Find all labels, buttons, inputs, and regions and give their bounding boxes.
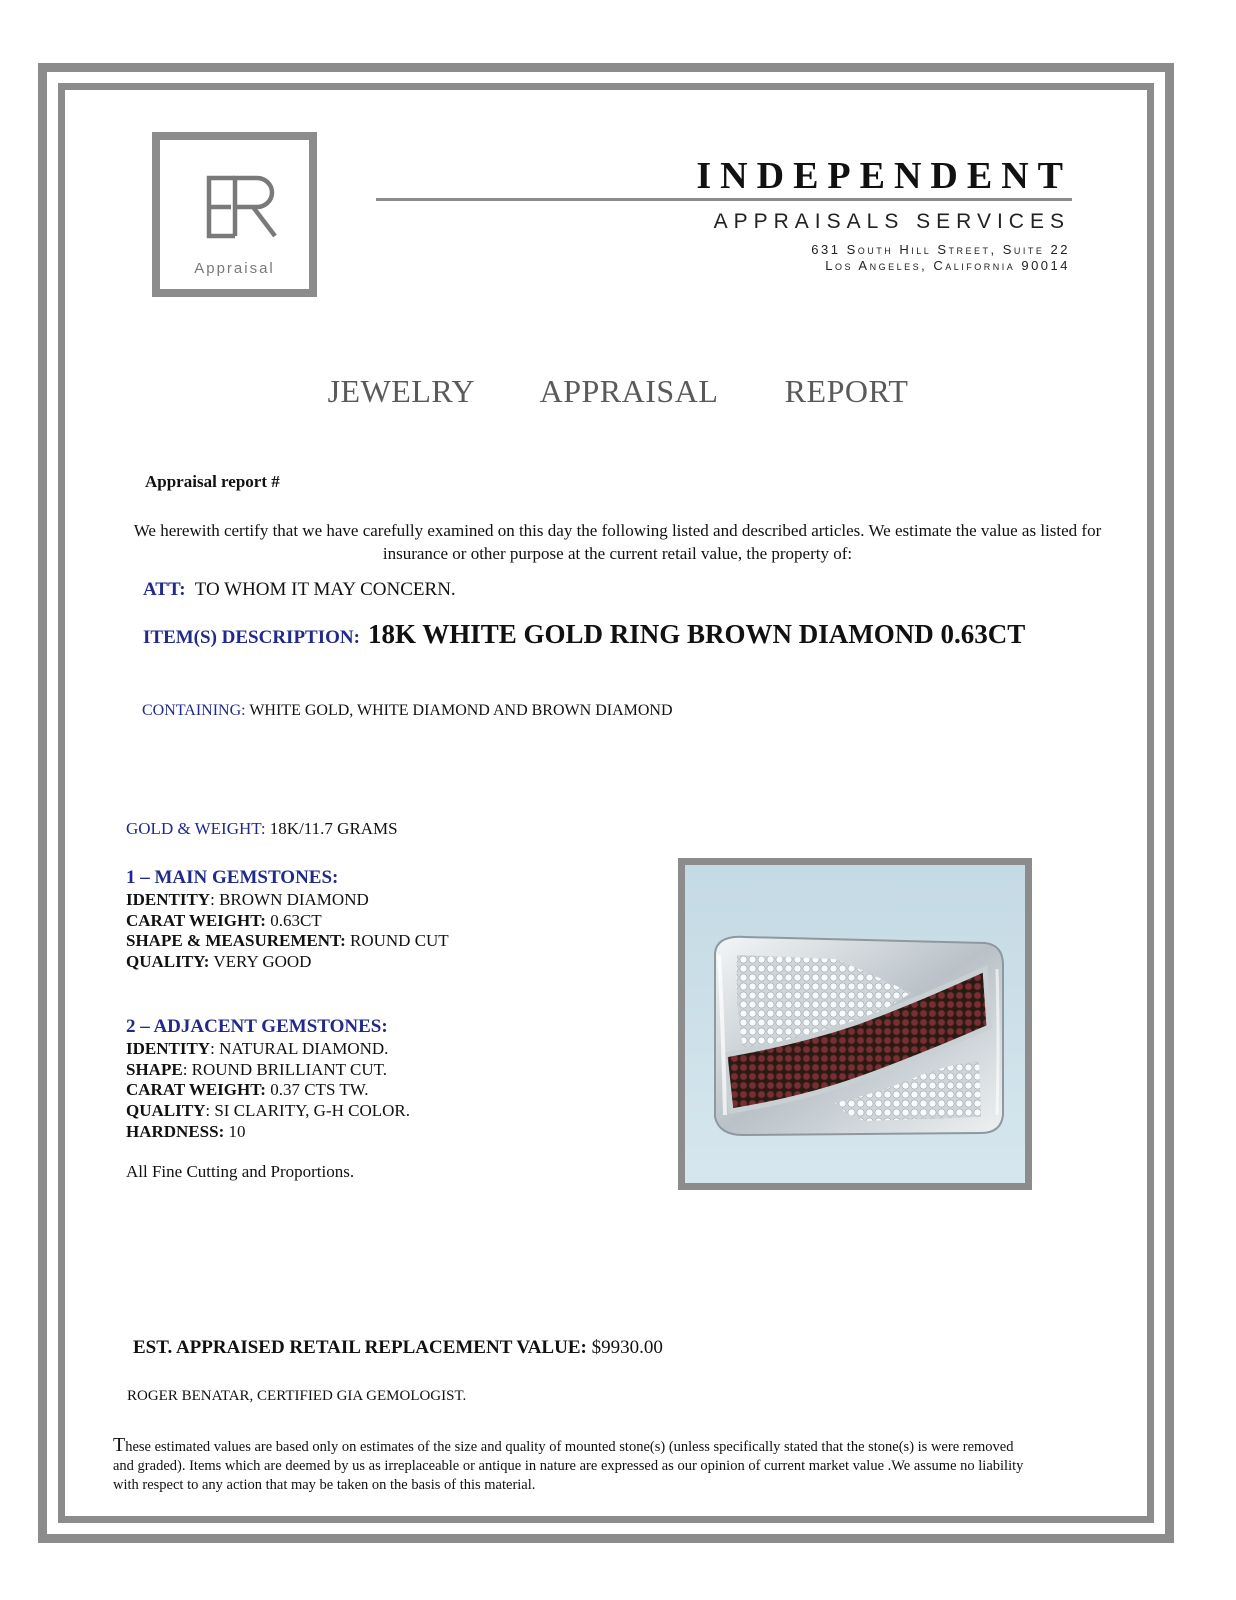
main-quality-label: QUALITY:	[126, 952, 210, 972]
appraised-value-amount: $9930.00	[586, 1337, 663, 1358]
main-identity-value: : BROWN DIAMOND	[210, 889, 369, 909]
adj-quality-row	[126, 1101, 410, 1122]
main-carat-label: CARAT WEIGHT:	[126, 910, 266, 930]
main-carat-row	[126, 911, 449, 932]
adj-identity-label: IDENTITY	[126, 1038, 211, 1058]
adj-hardness-row	[126, 1122, 410, 1143]
inner-border	[58, 83, 1154, 1523]
adj-identity-value: : NATURAL DIAMOND.	[210, 1038, 389, 1058]
header-rule	[376, 198, 1072, 201]
containing-line	[142, 702, 673, 720]
gold-weight-value: 18K/11.7 GRAMS	[269, 819, 398, 838]
ring-photo	[678, 858, 1032, 1190]
adj-shape-label: SHAPE	[126, 1059, 183, 1079]
disclaimer-text: hese estimated values are based only on estimates of the size and quality of mounted stone(s) (unless specifically stated that the stone(s) is were removed and graded). Items which are deemed by us as irreplaceable or antique in nature are expressed as our opinion of current market value .We assume no liability with respect to any action that may be taken on the basis of this material.	[113, 1439, 1024, 1493]
disclaimer	[113, 1436, 1033, 1495]
logo-text: Appraisal	[194, 260, 275, 277]
main-identity-row	[126, 890, 449, 911]
main-identity-label: IDENTITY	[126, 889, 211, 909]
main-quality-value: VERY GOOD	[209, 952, 312, 972]
adj-shape-row	[126, 1060, 410, 1081]
main-gemstones-section	[126, 868, 449, 973]
appraised-value-line	[133, 1337, 663, 1359]
adj-carat-value: 0.37 CTS TW.	[265, 1080, 369, 1100]
company-subtitle: APPRAISALS SERVICES	[713, 210, 1070, 233]
adj-quality-value: : SI CLARITY, G-H COLOR.	[205, 1101, 410, 1121]
att-label: ATT:	[143, 579, 186, 600]
company-name: INDEPENDENT	[696, 155, 1072, 197]
disclaimer-first-letter: T	[113, 1434, 126, 1456]
description-label: ITEM(S) DESCRIPTION:	[143, 627, 360, 648]
adj-identity-row	[126, 1039, 410, 1060]
fine-cutting-note: All Fine Cutting and Proportions.	[126, 1162, 355, 1181]
att-line	[143, 579, 456, 601]
company-address-line1: 631 South Hill Street, Suite 22	[811, 242, 1070, 257]
main-carat-value: 0.63CT	[265, 910, 322, 930]
description-value: 18K WHITE GOLD RING BROWN DIAMOND 0.63CT	[367, 619, 1026, 649]
adj-shape-value: : ROUND BRILLIANT CUT.	[182, 1059, 387, 1079]
att-value: TO WHOM IT MAY CONCERN.	[194, 579, 456, 600]
appraisal-logo	[152, 132, 317, 297]
er-logo-mark	[195, 170, 285, 245]
item-description	[143, 619, 1025, 650]
gemologist-signature-line: ROGER BENATAR, CERTIFIED GIA GEMOLOGIST.	[127, 1388, 467, 1404]
appraised-value-label: EST. APPRAISED RETAIL REPLACEMENT VALUE:	[133, 1337, 587, 1358]
adjacent-gemstones-heading: 2 – ADJACENT GEMSTONES:	[126, 1016, 388, 1037]
adj-carat-row	[126, 1080, 410, 1101]
main-shape-value: ROUND CUT	[345, 931, 449, 951]
report-title: JEWELRY APPRAISAL REPORT	[327, 373, 909, 409]
adjacent-gemstones-section	[126, 1017, 410, 1143]
gold-weight-label: GOLD & WEIGHT:	[126, 819, 266, 838]
adj-carat-label: CARAT WEIGHT:	[126, 1080, 266, 1100]
main-quality-row	[126, 952, 449, 973]
containing-label: CONTAINING:	[142, 702, 246, 719]
certification-text: We herewith certify that we have carefully examined on this day the following listed and described articles. We estimate the value as listed for insurance or other purpose at the current retail value, the property of:	[133, 521, 1102, 563]
adj-hardness-value: 10	[224, 1121, 246, 1141]
main-gemstones-heading: 1 – MAIN GEMSTONES:	[126, 867, 339, 888]
ring-illustration	[685, 865, 1025, 1183]
containing-value: WHITE GOLD, WHITE DIAMOND AND BROWN DIAMOND	[249, 702, 673, 719]
main-shape-label: SHAPE & MEASUREMENT:	[126, 931, 346, 951]
company-address-line2: Los Angeles, California 90014	[825, 258, 1070, 273]
main-shape-row	[126, 931, 449, 952]
report-number-label: Appraisal report #	[145, 472, 280, 491]
adj-hardness-label: HARDNESS:	[126, 1121, 225, 1141]
adj-quality-label: QUALITY	[126, 1101, 206, 1121]
gold-weight-line	[126, 819, 398, 839]
